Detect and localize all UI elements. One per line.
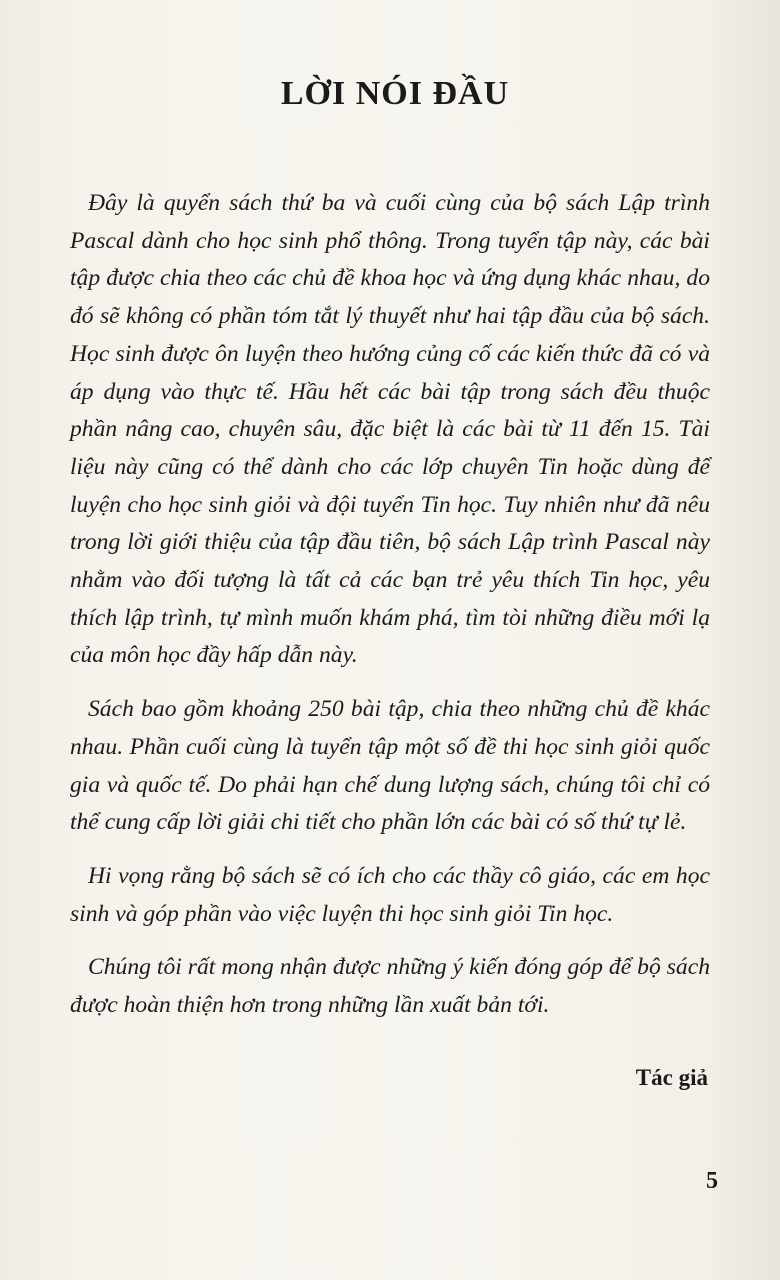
author-signature: Tác giả bbox=[635, 1064, 708, 1090]
paragraph-feedback: Chúng tôi rất mong nhận được những ý kiến đóng góp để bộ sách được hoàn thiện hơn trong những lần xuất bản tới. bbox=[70, 954, 710, 1019]
paragraph-content: Sách bao gồm khoảng 250 bài tập, chia theo những chủ đề khác nhau. Phần cuối cùng là tuyển tập một số đề thi học sinh giỏi quốc gia và quốc tế. Do phải hạn chế dung lượng sách, chúng tôi chỉ có thể cung cấp lời giải chi tiết cho phần lớn các bài có số thứ tự lẻ. bbox=[70, 696, 710, 836]
page-number: 5 bbox=[706, 1168, 718, 1194]
page-title: LỜI NÓI ĐẦU bbox=[280, 75, 510, 112]
paragraph-intro: Đây là quyển sách thứ ba và cuối cùng của bộ sách Lập trình Pascal dành cho học sinh phổ thông. Trong tuyển tập này, các bài tập được chia theo các chủ đề khoa học và ứng dụng khác nhau, do đó sẽ không có phần tóm tắt lý thuyết như hai tập đầu của bộ sách. Học sinh được ôn luyện theo hướng củng cố các kiến thức đã có và áp dụng vào thực tế. Hầu hết các bài tập trong sách đều thuộc phần nâng cao, chuyên sâu, đặc biệt là các bài từ 11 đến 15. Tài liệu này cũng có thể dành cho các lớp chuyên Tin hoặc dùng để luyện cho học sinh giỏi và đội tuyển Tin học. Tuy nhiên như đã nêu trong lời giới thiệu của tập đầu tiên, bộ sách Lập trình Pascal này nhằm vào đối tượng là tất cả các bạn trẻ yêu thích Tin học, yêu thích lập trình, tự mình muốn khám phá, tìm tòi những điều mới lạ của môn học đầy hấp dẫn này. bbox=[70, 190, 710, 669]
paragraph-hope: Hi vọng rằng bộ sách sẽ có ích cho các thầy cô giáo, các em học sinh và góp phần vào việc luyện thi học sinh giỏi Tin học. bbox=[70, 862, 710, 927]
